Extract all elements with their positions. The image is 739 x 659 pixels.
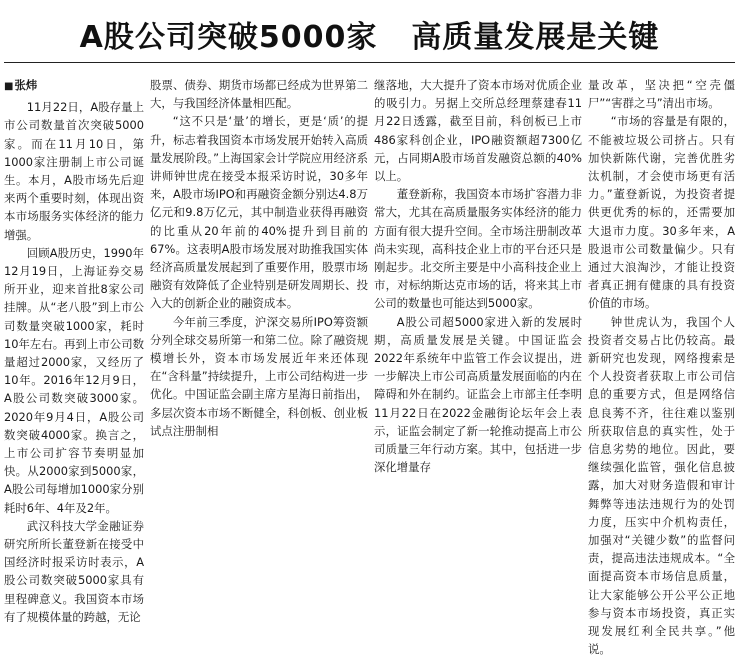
article-column-4 (588, 76, 735, 657)
paragraph: 董登新称，我国资本市场扩容潜力非常大，尤其在高质量服务实体经济的能力方面有很大提升空间。全市场注册制改革尚未实现，高科技企业上市的平台还只是刚起步。北交所主要是中小高科技企业上市，对标纳斯达克市场的话，将来其上市公司的数量也可能达到5000家。 (374, 187, 582, 311)
byline (4, 76, 144, 96)
headline-rule (4, 62, 735, 63)
paragraph: “这不只是‘量’的增长，更是‘质’的提升，标志着我国资本市场发展开始转入高质量发展阶段。”上海国家会计学院应用经济系讲师钟世虎在接受本报采访时说，30多年来，A股市场IPO和再融资金额分别达4.8万亿元和9.8万亿元，其中制造业获得再融资的比重从20年前的40%提升到目前的67%。这表明A股市场发展对助推我国实体经济高质量发展起到了重要作用，股票市场融资有效降低了企业特别是研发周期长、投入大的创新企业的融资成本。 (150, 114, 368, 311)
article-column-3 (374, 76, 582, 495)
headline-part1: A股公司突破5000家 (79, 20, 378, 55)
article-column-2 (150, 76, 368, 495)
headline-part2: 高质量发展是关键 (411, 20, 660, 55)
byline-author: 张炜 (14, 78, 38, 92)
paragraph: 量改革，坚决把“空壳僵尸”“害群之马”清出市场。 (588, 78, 735, 111)
paragraph: 股票、债券、期货市场都已经成为世界第二大，与我国经济体量相匹配。 (150, 78, 368, 111)
paragraph: 继落地，大大提升了资本市场对优质企业的吸引力。另据上交所总经理蔡建春11月22日透露，截至目前，科创板已上市486家科创企业，IPO融资额超7300亿元，占同期A股市场首发融资总额的40%以上。 (374, 78, 582, 184)
paragraph: 武汉科技大学金融证券研究所所长董登新在接受中国经济时报采访时表示，A股公司数突破5000家具有里程碑意义。我国资本市场有了规模体量的跨越，无论 (4, 518, 144, 624)
paragraph: 今年前三季度，沪深交易所IPO筹资额分列全球交易所第一和第二位。除了融资规模增长外，资本市场发展近年来还体现在“含科量”持续提升，上市公司结构进一步优化。中国证监会副主席方星海日前指出，多层次资本市场不断健全，科创板、创业板试点注册制相 (150, 314, 368, 438)
article-column-1 (4, 76, 144, 624)
paragraph: 11月22日，A股存量上市公司数量首次突破5000家。而在11月10日，第1000家注册制上市公司诞生。本月，A股市场先后迎来两个重要时刻，体现出资本市场服务实体经济的能力增强。 (4, 100, 144, 242)
byline-marker: ■ (4, 81, 14, 92)
paragraph: 钟世虎认为，我国个人投资者交易占比仍较高。最新研究也发现，网络搜索是个人投资者获取上市公司信息的重要方式，但是网络信息良莠不齐，往往难以鉴别所获取信息的真实性，处于信息劣势的地位。因此，要继续强化监管，强化信息披露，加大对财务造假和审计舞弊等违法违规行为的处罚力度，压实中介机构责任，加强对“关键少数”的监督问责，提高违法违规成本。“全面提高资本市场信息质量，让大家能够公开公平公正地参与资本市场投资，真正实现发展红利全民共享。”他说。 (588, 314, 735, 657)
paragraph: A股公司超5000家进入新的发展时期，高质量发展是关键。中国证监会2022年系统年中监管工作会议提出，进一步解决上市公司高质量发展面临的内在障碍和外在制约。证监会上市部主任李明11月22日在2022金融街论坛年会上表示，证监会制定了新一轮推动提高上市公司质量三年行动方案。其中，包括进一步深化增量存 (374, 314, 582, 475)
headline (0, 12, 739, 56)
paragraph: 回顾A股历史，1990年12月19日，上海证券交易所开业，迎来首批8家公司挂牌。从“老八股”到上市公司数量突破1000家，耗时10年左右。再到上市公司数量超过2000家，又经历了10年。2016年12月9日，A股公司数突破3000家。2020年9月4日，A股公司数突破4000家。换言之，上市公司扩容节奏明显加快。从2000家到5000家，A股公司每增加1000家分别耗时6年、4年及2年。 (4, 245, 144, 515)
paragraph: “市场的容量是有限的，不能被垃圾公司挤占。只有加快新陈代谢，完善优胜劣汰机制，才会使市场更有活力。”董登新说，为投资者提供更优秀的标的，还需要加大退市力度。30多年来，A股退市公司数量偏少。只有通过大浪淘沙，才能让投资者真正拥有健康的具有投资价值的市场。 (588, 114, 735, 311)
